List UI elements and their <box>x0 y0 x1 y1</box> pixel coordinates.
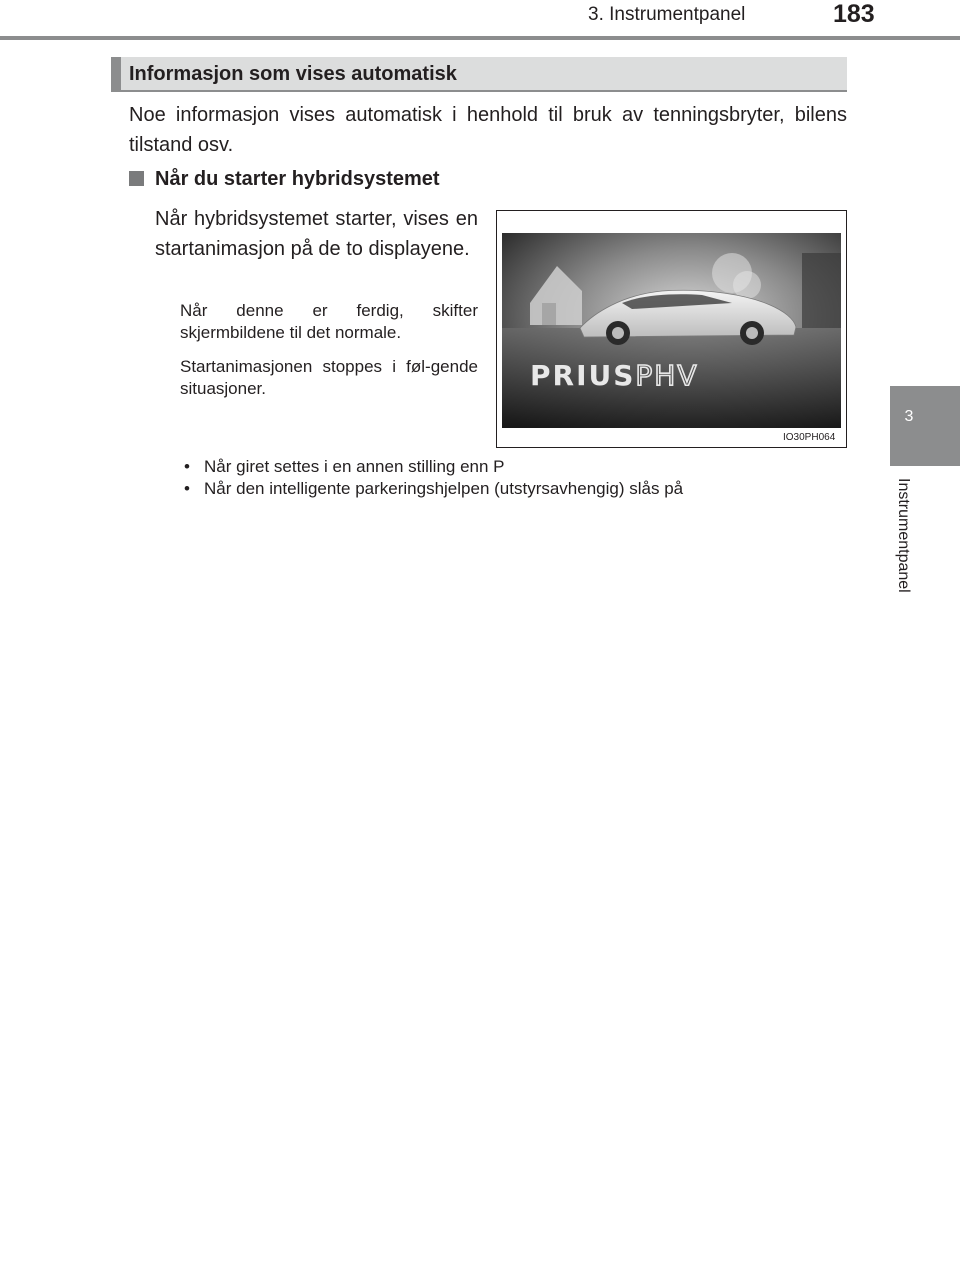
page-number: 183 <box>833 0 875 28</box>
subsection-title: Når du starter hybridsystemet <box>155 168 440 190</box>
stop-conditions-list <box>184 456 834 500</box>
header-rule <box>0 36 960 40</box>
chapter-tab-label-text: Instrumentpanel <box>895 478 912 593</box>
chapter-tab-number: 3 <box>904 408 914 425</box>
section-title: Informasjon som vises automatisk <box>129 63 457 85</box>
startup-animation-figure <box>496 210 847 448</box>
section-intro: Noe informasjon vises automatisk i henhold til bruk av tenningsbryter, bilens tilstand osv. <box>129 104 847 156</box>
note-stop: Startanimasjonen stoppes i føl-gende situasjoner. <box>180 357 478 398</box>
bullet-dot-icon: • <box>184 479 190 498</box>
section-heading-rule <box>111 90 847 92</box>
chapter-tab <box>890 386 960 466</box>
square-bullet-icon <box>129 171 144 186</box>
list-item-text: Når den intelligente parkeringshjelpen (utstyrsavhengig) slås på <box>204 479 684 498</box>
prius-phv-logo-text: PRIUSPHV <box>530 359 699 392</box>
note-finish: Når denne er ferdig, skifter skjermbildene til det normale. <box>180 301 478 342</box>
bullet-dot-icon: • <box>184 457 190 476</box>
chapter-tab-label <box>894 478 924 628</box>
list-item <box>184 478 834 500</box>
section-heading-accent <box>111 57 121 91</box>
running-header-chapter: 3. Instrumentpanel <box>588 4 746 25</box>
startup-animation-image <box>502 233 841 428</box>
figure-code: IO30PH064 <box>783 432 836 443</box>
list-item-text: Når giret settes i en annen stilling enn P <box>204 457 505 476</box>
list-item <box>184 456 834 478</box>
subsection-body: Når hybridsystemet starter, vises en startanimasjon på de to displayene. <box>155 208 478 260</box>
